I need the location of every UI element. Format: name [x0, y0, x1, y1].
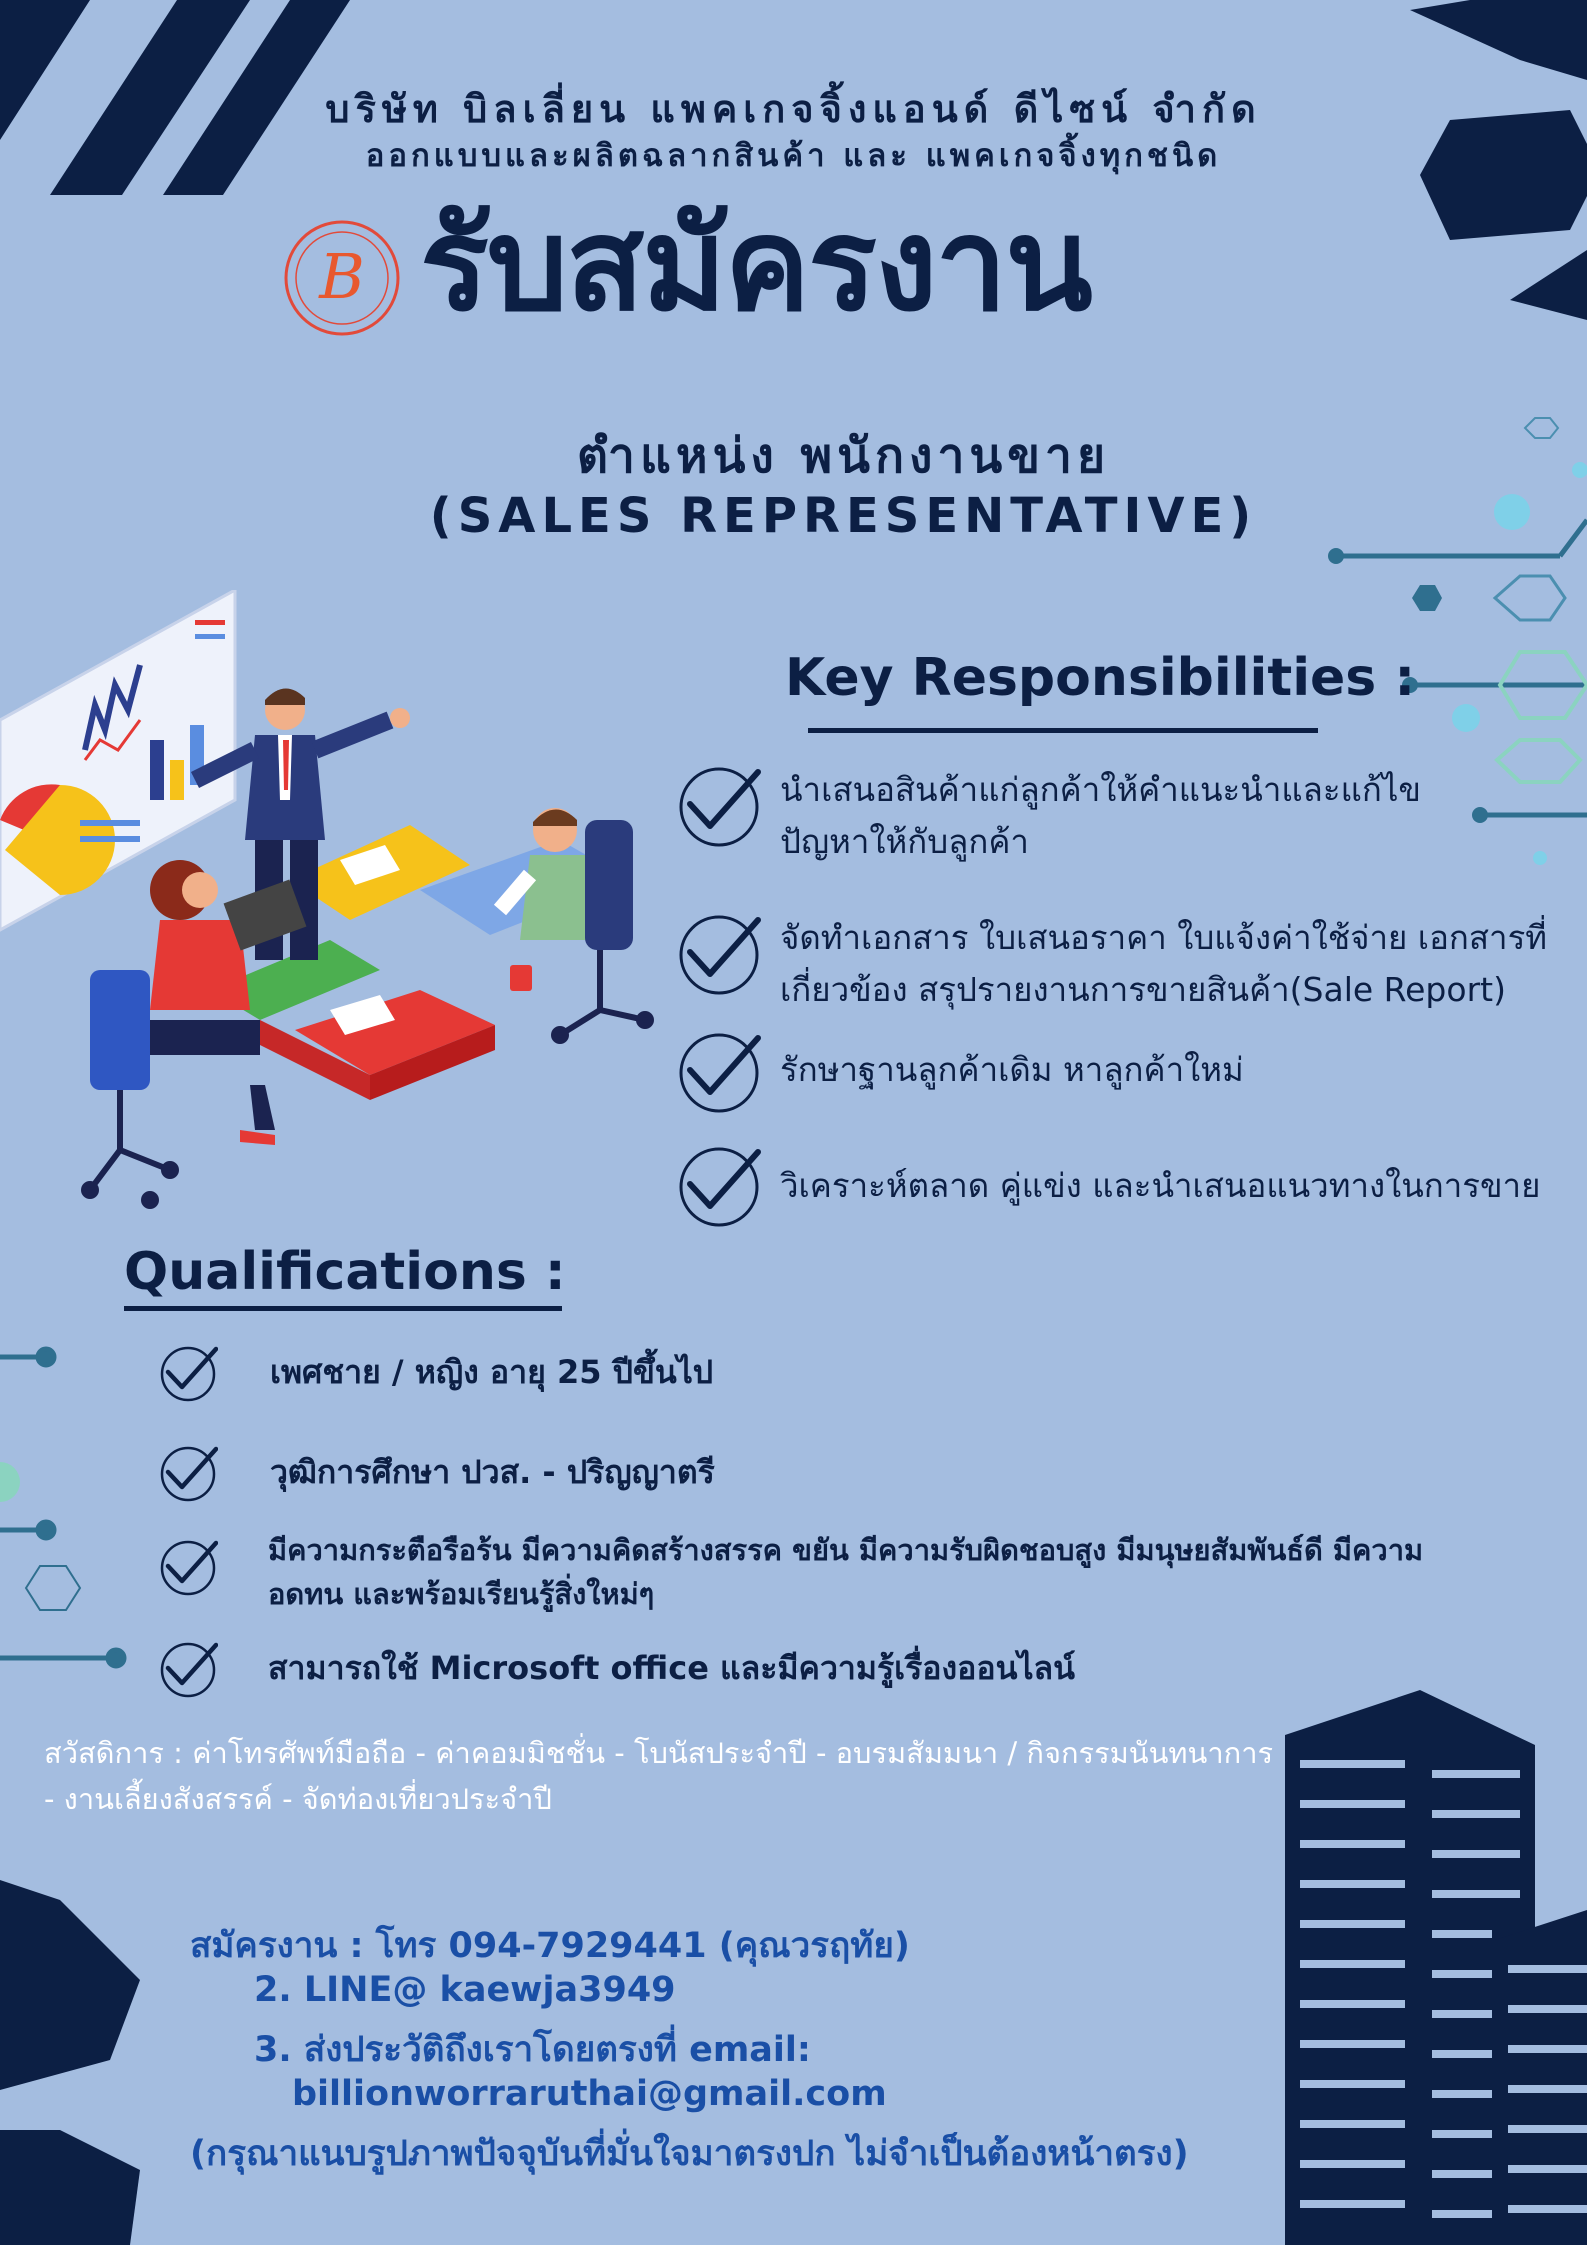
responsibility-text: รักษาฐานลูกค้าเดิม หาลูกค้าใหม่ — [780, 1050, 1244, 1089]
benefits — [44, 1730, 1424, 1822]
benefits-line-1: สวัสดิการ : ค่าโทรศัพท์มือถือ - ค่าคอมมิชชั่น - โบนัสประจำปี - อบรมสัมมนา / กิจกรรมนันทนาการ — [44, 1736, 1274, 1770]
qualification-text: วุฒิการศึกษา ปวส. - ปริญญาตรี — [270, 1453, 715, 1491]
team-meeting-illustration — [0, 590, 660, 1210]
company-logo — [278, 214, 406, 342]
bottom-left-hexagons — [0, 1880, 140, 2245]
checkmark-icon — [158, 1538, 218, 1598]
qualification-text: สามารถใช้ Microsoft office และมีความรู้เรื่องออนไลน์ — [268, 1649, 1076, 1687]
qualifications-underline — [124, 1306, 562, 1311]
contact-email[interactable]: billionworraruthai@gmail.com — [292, 2074, 887, 2114]
position-title-thai: ตำแหน่ง พนักงานขาย — [576, 428, 1111, 484]
checkmark-icon — [158, 1444, 218, 1504]
company-name: บริษัท บิลเลี่ยน แพคเกจจิ้งแอนด์ ดีไซน์ จำกัด — [325, 87, 1262, 131]
contact-line: 2. LINE@ kaewja3949 — [254, 1970, 676, 2010]
benefits-line-2: - งานเลี้ยงสังสรรค์ - จัดท่องเที่ยวประจำปี — [44, 1782, 552, 1816]
checkmark-icon — [676, 912, 762, 998]
headline: รับสมัครงาน — [420, 191, 1091, 340]
qualifications-heading: Qualifications : — [124, 1242, 566, 1302]
checkmark-icon — [158, 1344, 218, 1404]
key-responsibilities-underline — [808, 728, 1318, 733]
contact-phone: สมัครงาน : โทร 094-7929441 (คุณวรฤทัย) — [190, 1926, 910, 1966]
key-responsibilities-heading: Key Responsibilities : — [785, 648, 1416, 708]
contact-note: (กรุณาแนบรูปภาพปัจจุบันที่มั่นใจมาตรงปก ไม่จำเป็นต้องหน้าตรง) — [190, 2134, 1189, 2174]
checkmark-icon — [676, 1030, 762, 1116]
position-title-english: (SALES REPRESENTATIVE) — [429, 488, 1258, 544]
responsibility-text: นำเสนอสินค้าแก่ลูกค้าให้คำแนะนำและแก้ไข ปัญหาให้กับลูกค้า — [780, 770, 1421, 861]
responsibility-text: วิเคราะห์ตลาด คู่แข่ง และนำเสนอแนวทางในการขาย — [780, 1166, 1541, 1205]
left-network — [0, 1349, 124, 1666]
contact-email-label: 3. ส่งประวัติถึงเราโดยตรงที่ email: — [254, 2030, 811, 2070]
company-tagline: ออกแบบและผลิตฉลากสินค้า และ แพคเกจจิ้งทุกชนิด — [365, 138, 1222, 174]
logo-letter: B — [319, 240, 365, 313]
checkmark-icon — [676, 1144, 762, 1230]
qualification-text: มีความกระตือรือร้น มีความคิดสร้างสรรค ขยัน มีความรับผิดชอบสูง มีมนุษยสัมพันธ์ดี มีความอดทน และพร้อมเรียนรู้สิ่งใหม่ๆ — [268, 1533, 1424, 1611]
qualification-text: เพศชาย / หญิง อายุ 25 ปีขึ้นไป — [270, 1353, 714, 1391]
checkmark-icon — [676, 764, 762, 850]
checkmark-icon — [158, 1640, 218, 1700]
responsibility-text: จัดทำเอกสาร ใบเสนอราคา ใบแจ้งค่าใช้จ่าย เอกสารที่เกี่ยวข้อง สรุปรายงานการขายสินค้า(Sale Report) — [780, 918, 1548, 1009]
